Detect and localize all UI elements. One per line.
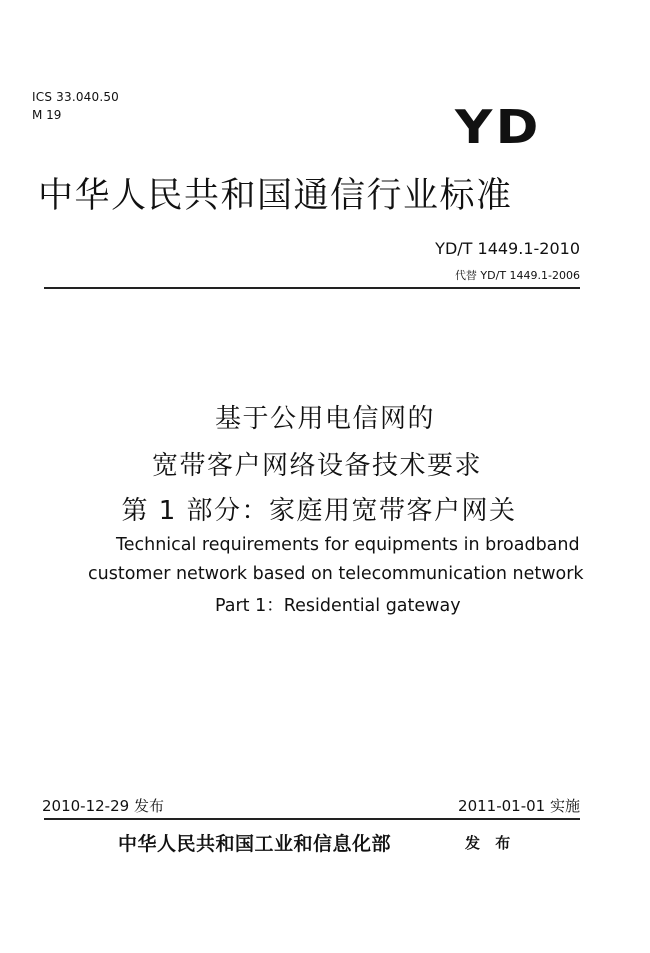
bottom-divider [44,818,580,820]
en-title-line-2: customer network based on telecommunication network [88,564,584,584]
cn-title-line-3: 第 1 部分：家庭用宽带客户网关 [121,496,517,526]
yd-logo: YD [455,100,542,154]
top-divider [44,287,580,289]
en-title-line-3: Part 1：Residential gateway [215,596,461,616]
publish-label: 发 布 [465,834,516,852]
publisher: 中华人民共和国工业和信息化部 [118,833,392,855]
standard-number: YD/T 1449.1-2010 [435,239,580,258]
issue-date: 2010-12-29 发布 [42,797,164,815]
cn-title-line-2: 宽带客户网络设备技术要求 [151,451,482,481]
cn-title-line-1: 基于公用电信网的 [214,404,435,434]
implementation-date: 2011-01-01 实施 [458,797,580,815]
ics-code: ICS 33.040.50 [32,90,120,104]
replaces-standard: 代替 YD/T 1449.1-2006 [454,269,580,282]
organization-title: 中华人民共和国通信行业标准 [38,176,513,216]
ccs-code: M 19 [32,108,62,122]
en-title-line-1: Technical requirements for equipments in broadband [116,535,580,555]
